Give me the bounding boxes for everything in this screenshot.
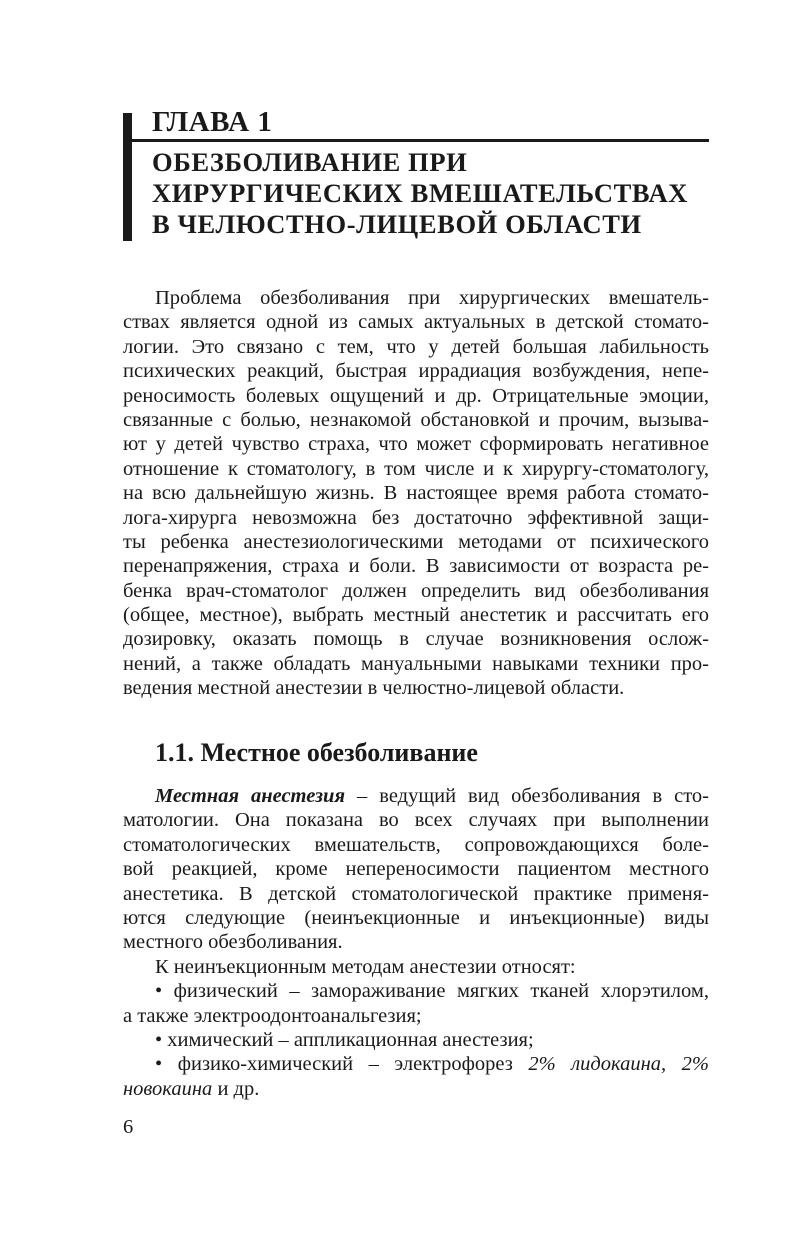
intro-paragraph (123, 286, 709, 701)
section-title: 1.1. Местное обезболивание (155, 738, 478, 767)
text-line: на всю дальнейшую жизнь. В настоящее время работа стомато- (123, 482, 709, 505)
text-line: реносимость болевых ощущений и др. Отрицательные эмоции, (123, 384, 709, 407)
chapter-title-line: ОБЕЗБОЛИВАНИЕ ПРИ (152, 147, 468, 177)
section-paragraph (123, 784, 709, 1101)
text-line (123, 1077, 709, 1101)
text-line: стоматологических вмешательств, сопровождающихся боле- (123, 833, 709, 856)
text-line: местного обезболивания. (123, 931, 343, 954)
text-line: бенка врач-стоматолог должен определить вид обезболивания (123, 579, 709, 602)
text-line: К неинъекционным методам анестезии относят: (155, 955, 576, 978)
defined-term: Местная анестезия (155, 785, 346, 807)
drug-name: 2% лидокаина (528, 1053, 662, 1076)
bullet-line: • химический – аппликационная анестезия; (155, 1028, 534, 1051)
text-line: (общее, местное), выбрать местный анестетик и рассчитать его (123, 604, 709, 627)
text-line: нений, а также обладать мануальными навыками техники про- (123, 652, 709, 675)
chapter-title-line: В ЧЕЛЮСТНО-ЛИЦЕВОЙ ОБЛАСТИ (152, 209, 642, 239)
text-line: вой реакцией, кроме непереносимости пациентом местного (123, 858, 709, 881)
text-line: психических реакций, быстрая иррадиация возбуждения, непе- (123, 360, 709, 383)
text-line: ведения местной анестезии в челюстно-лицевой области. (123, 677, 625, 700)
text-line: анестетика. В детской стоматологической практике применя- (123, 882, 709, 905)
text-line: отношение к стоматологу, в том числе и к хирургу-стоматологу, (123, 457, 709, 480)
text-line: лога-хирурга невозможна без достаточно эффективной защи- (123, 506, 709, 529)
text-line: ют у детей чувство страха, что может сформировать негативное (123, 433, 709, 456)
text-line: матологии. Она показана во всех случаях при выполнении (123, 809, 709, 832)
bullet-text: • физико-химический – электрофорез (155, 1053, 529, 1076)
text-line: логии. Это связано с тем, что у детей большая лабильность (123, 335, 709, 358)
page-number: 6 (123, 1116, 134, 1138)
text-line: дозировку, оказать помощь в случае возникновения ослож- (123, 628, 709, 651)
text-line: Проблема обезболивания при хирургических вмешатель- (155, 287, 709, 309)
text-line: ются следующие (неинъекционные и инъекционные) виды (123, 906, 709, 929)
chapter-label: ГЛАВА 1 (152, 106, 273, 138)
bullet-end: и др. (212, 1077, 260, 1100)
drug-dose: 2% (681, 1053, 709, 1076)
chapter-title-line: ХИРУРГИЧЕСКИХ ВМЕШАТЕЛЬСТВАХ (152, 178, 689, 208)
text-line: перенапряжения, страха и боли. В зависимости от возраста ре- (123, 555, 709, 578)
text-line (123, 784, 709, 808)
text-line: ты ребенка анестезиологическими методами от психического (123, 530, 709, 553)
text-line: ствах является одной из самых актуальных в детской стомато- (123, 311, 709, 334)
text-line: связанные с болью, незнакомой обстановкой и прочим, вызыва- (123, 408, 709, 431)
chapter-title (152, 147, 712, 240)
drug-name: новокаина (123, 1077, 213, 1100)
separator: , (661, 1053, 682, 1076)
chapter-side-bar (123, 113, 132, 241)
term-definition: – ведущий вид обезболивания в сто- (345, 785, 710, 807)
bullet-line (123, 1052, 709, 1076)
text-line: а также электроодонтоанальгезия; (123, 1004, 422, 1027)
bullet-line: • физический – замораживание мягких тканей хлорэтилом, (155, 980, 709, 1003)
chapter-rule (123, 139, 709, 142)
